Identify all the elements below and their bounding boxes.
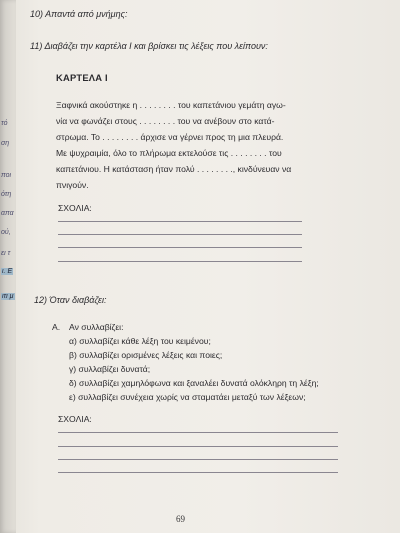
card-line: Ξαφνικά ακούστηκε η . . . . . . . . του καπετάνιου γεμάτη αγω- bbox=[56, 100, 286, 110]
option-item: β) συλλαβίζει ορισμένες λέξεις και ποιες; bbox=[69, 350, 223, 360]
page-number: 69 bbox=[176, 514, 185, 524]
comments-label: ΣΧΟΛΙΑ: bbox=[58, 414, 92, 424]
margin-fragment: ού, bbox=[1, 229, 11, 236]
answer-line[interactable] bbox=[58, 234, 302, 235]
option-item: δ) συλλαβίζει χαμηλόφωνα και ξαναλέει δυνατά ολόκληρη τη λέξη; bbox=[69, 378, 319, 388]
question-10: 10) Απαντά από μνήμης: bbox=[30, 9, 128, 19]
answer-line[interactable] bbox=[58, 472, 338, 473]
card-line: στρωμα. Το . . . . . . . . άρχισε να γέρνει προς τη μια πλευρά. bbox=[56, 132, 284, 142]
question-12: 12) Όταν διαβάζει: bbox=[34, 295, 107, 305]
card-line: Με ψυχραιμία, όλο το πλήρωμα εκτελούσε τις . . . . . . . . του bbox=[56, 148, 282, 158]
margin-fragment: ει τ bbox=[1, 250, 11, 257]
comments-label: ΣΧΟΛΙΑ: bbox=[58, 203, 92, 213]
card-line: καπετάνιου. Η κατάσταση ήταν πολύ . . . . . . . ., κινδύνευαν να bbox=[56, 164, 292, 174]
answer-line[interactable] bbox=[58, 432, 338, 433]
option-item: γ) συλλαβίζει δυνατά; bbox=[69, 364, 151, 374]
card-title: ΚΑΡΤΕΛΑ Ι bbox=[56, 72, 108, 83]
question-11: 11) Διαβάζει την καρτέλα Ι και βρίσκει τις λέξεις που λείπουν: bbox=[30, 41, 268, 51]
margin-fragment: ποι bbox=[1, 172, 12, 179]
answer-line[interactable] bbox=[58, 459, 338, 460]
answer-line[interactable] bbox=[58, 446, 338, 447]
previous-page-edge bbox=[0, 0, 16, 533]
card-line: πνιγούν. bbox=[56, 180, 89, 190]
margin-fragment: ι. Ε bbox=[2, 268, 13, 275]
margin-fragment: τό bbox=[1, 120, 8, 127]
card-line: νία να φωνάζει στους . . . . . . . . του να ανέβουν στο κατά- bbox=[56, 116, 275, 126]
answer-line[interactable] bbox=[58, 261, 302, 262]
margin-fragment: ιτι μ bbox=[2, 293, 14, 300]
answer-line[interactable] bbox=[58, 247, 302, 248]
margin-fragment: ότη bbox=[1, 191, 12, 198]
section-intro: Αν συλλαβίζει: bbox=[69, 322, 124, 332]
margin-fragment: ση bbox=[1, 140, 10, 147]
section-letter: A. bbox=[52, 322, 61, 332]
option-item: ε) συλλαβίζει συνέχεια χωρίς να σταματάει μεταξύ των λέξεων; bbox=[69, 392, 306, 402]
option-item: α) συλλαβίζει κάθε λέξη του κειμένου; bbox=[69, 336, 211, 346]
answer-line[interactable] bbox=[58, 221, 302, 222]
margin-fragment: απα bbox=[1, 210, 14, 217]
